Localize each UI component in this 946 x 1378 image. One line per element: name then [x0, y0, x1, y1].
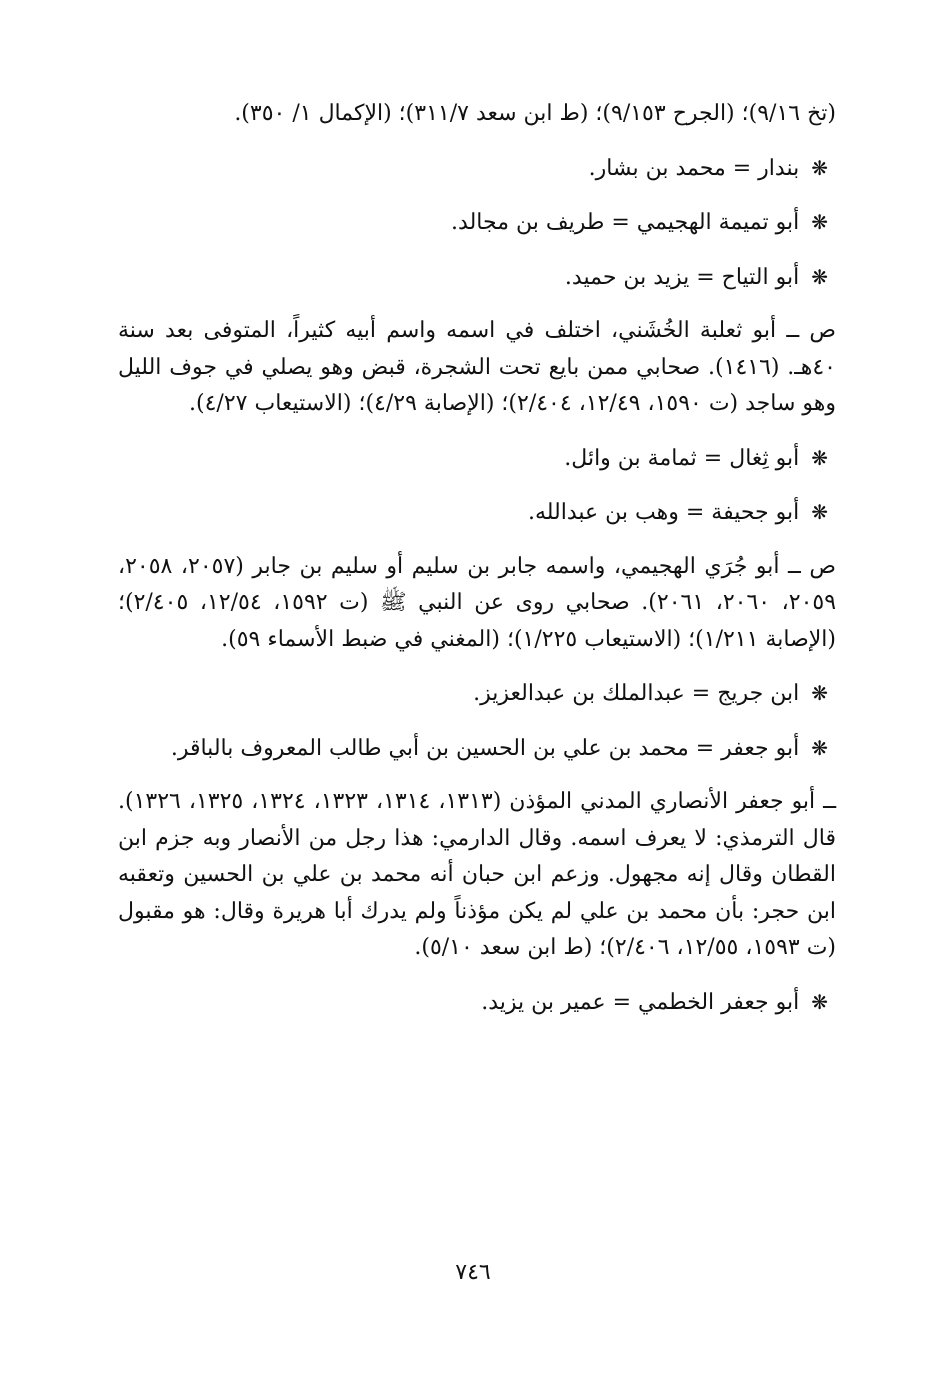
crossref-entry: [118, 675, 836, 713]
crossref-entry: [118, 204, 836, 242]
page-number: ٧٤٦: [455, 1260, 491, 1285]
biography-paragraph: ص ــ أبو جُرَي الهجيمي، واسمه جابر بن سليم أو سليم بن جابر (٢٠٥٧، ٢٠٥٨، ٢٠٥٩، ٢٠٦٠، ٢٠٦١). صحابي روى عن النبي ﷺ (ت ١٥٩٢، ١٢/٥٤، ٢/٤٠٥)؛ (الإصابة ١/٢١١)؛ (الاستيعاب ١/٢٢٥)؛ (المغني في ضبط الأسماء ٥٩).: [118, 553, 837, 652]
crossref-entry: [118, 150, 836, 188]
continuation-line: (تخ ٩/١٦)؛ (الجرح ٩/١٥٣)؛ (ط ابن سعد ٣١١/٧)؛ (الإكمال ١/ ٣٥٠).: [234, 101, 836, 126]
entry-text: أبو ثِغال = ثمامة بن وائل.: [564, 445, 800, 471]
star-bullet-icon: ❋: [811, 445, 828, 470]
entry-text: أبو جعفر الخطمي = عمير بن يزيد.: [481, 989, 800, 1015]
star-bullet-icon: ❋: [811, 264, 828, 289]
crossref-entry: [118, 730, 836, 768]
star-bullet-icon: ❋: [811, 155, 828, 180]
crossref-entry: [118, 440, 836, 478]
entry-text: ابن جريج = عبدالملك بن عبدالعزيز.: [473, 681, 800, 706]
page-body: [118, 96, 836, 1038]
crossref-entry: [118, 259, 836, 297]
star-bullet-icon: ❋: [811, 210, 828, 234]
entry-text: أبو جعفر = محمد بن علي بن الحسين بن أبي طالب المعروف بالباقر.: [170, 735, 800, 761]
crossref-entry: [118, 984, 836, 1022]
star-bullet-icon: ❋: [811, 681, 828, 705]
entry-text: أبو التياح = يزيد بن حميد.: [564, 264, 800, 290]
entry-text: أبو جحيفة = وهب بن عبدالله.: [527, 500, 800, 525]
entry-text: بندار = محمد بن بشار.: [588, 155, 800, 181]
star-bullet-icon: ❋: [811, 500, 828, 524]
entry-text: أبو تميمة الهجيمي = طريف بن مجالد.: [451, 210, 800, 235]
crossref-entry: [118, 494, 836, 532]
biography-paragraph: ص ــ أبو ثعلبة الخُشَني، اختلف في اسمه واسم أبيه كثيراً، المتوفى بعد سنة ٤٠هـ. (١٤١٦). صحابي ممن بايع تحت الشجرة، قبض وهو يصلي في جوف الليل وهو ساجد (ت ١٥٩٠، ١٢/٤٩، ٢/٤٠٤)؛ (الإصابة ٤/٢٩)؛ (الاستيعاب ٤/٢٧).: [118, 318, 836, 416]
star-bullet-icon: ❋: [811, 989, 828, 1014]
biography-paragraph: ــ أبو جعفر الأنصاري المدني المؤذن (١٣١٣، ١٣١٤، ١٣٢٣، ١٣٢٤، ١٣٢٥، ١٣٢٦). قال الترمذي: لا يعرف اسمه. وقال الدارمي: هذا رجل من الأنصار وبه جزم ابن القطان وقال إنه مجهول. وزعم ابن حبان أنه محمد بن علي بن الحسين وتعقبه ابن حجر: بأن محمد بن علي لم يكن مؤذناً ولم يدرك أبا هريرة وقال: هو مقبول (ت ١٥٩٣، ١٢/٥٥، ٢/٤٠٦)؛ (ط ابن سعد ٥/١٠).: [118, 789, 837, 960]
star-bullet-icon: ❋: [811, 735, 828, 760]
